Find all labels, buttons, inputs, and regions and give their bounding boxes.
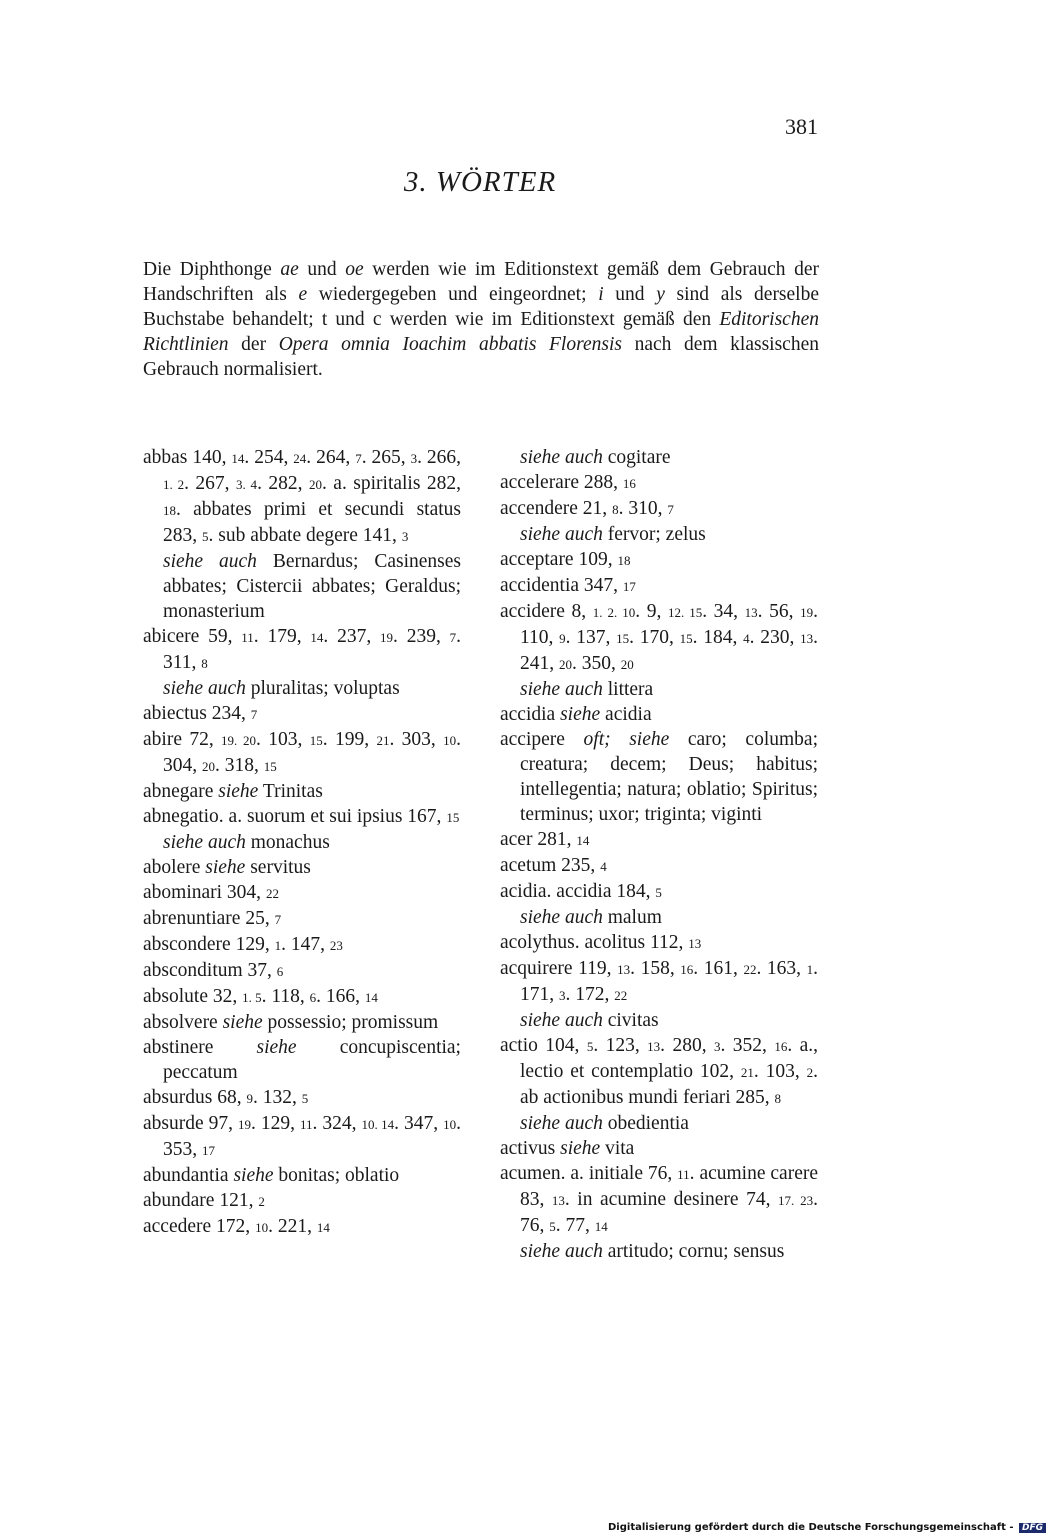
entry-text: absurde 97,	[143, 1113, 239, 1134]
intro-segment: der	[228, 334, 279, 355]
entry-text: bonitas; oblatio	[273, 1165, 400, 1186]
entry-text: abrenuntiare 25,	[143, 908, 275, 929]
entry-text: . 318,	[215, 755, 264, 776]
line-number: 5	[655, 885, 662, 900]
line-number: 13	[744, 605, 758, 620]
entry-text: . 266,	[417, 447, 462, 468]
line-number: 19	[800, 605, 814, 620]
cross-reference-label: siehe	[205, 857, 246, 878]
entry-text: acolythus. acolitus 112,	[500, 932, 689, 953]
entry-text: . 118,	[261, 986, 310, 1007]
entry-text: possessio; promissum	[262, 1012, 439, 1033]
entry-text: . 241,	[520, 627, 819, 674]
line-number: 22	[743, 962, 757, 977]
entry-text: . 103,	[256, 729, 310, 750]
line-number: 7	[355, 451, 362, 466]
intro-segment: werden wie im Editionstext gemäß dem Gebrauch der Handschriften als	[143, 259, 820, 305]
entry-text: . 132,	[252, 1087, 302, 1108]
line-number: 3. 4	[235, 477, 258, 492]
cross-reference-label: siehe auch	[520, 1113, 603, 1134]
line-number: 15	[446, 810, 460, 825]
line-number: 8	[612, 502, 619, 517]
intro-segment: sind als derselbe Buchstabe behandelt; t und c werden wie im Editionstext gemäß den	[143, 284, 819, 330]
line-number: 8	[201, 656, 208, 671]
line-number: 4	[743, 631, 750, 646]
entry-text: . a., lectio et contemplatio 102,	[520, 1035, 819, 1082]
index-entry	[500, 956, 818, 1008]
line-number: 1. 2	[163, 477, 185, 492]
line-number: 7	[250, 707, 258, 722]
line-number: 1. 5	[242, 990, 262, 1005]
entry-text: . 303,	[389, 729, 444, 750]
index-entry	[143, 727, 461, 779]
index-entry	[500, 1033, 818, 1111]
entry-text: . 76,	[520, 1189, 819, 1236]
entry-text: . 347,	[394, 1113, 444, 1134]
entry-text: . 311,	[163, 626, 461, 673]
entry-text: . 147,	[281, 934, 330, 955]
index-subentry	[500, 1239, 818, 1264]
index-entry	[143, 804, 461, 830]
line-number: 6	[276, 964, 284, 979]
line-number: 16	[680, 962, 694, 977]
intro-segment: wiedergegeben und eingeordnet;	[307, 284, 599, 305]
index-subentry	[500, 445, 818, 470]
index-entry	[143, 958, 461, 984]
entry-text: . 282,	[257, 473, 309, 494]
entry-text: . 350,	[572, 653, 621, 674]
index-entry	[143, 445, 461, 549]
cross-reference-label: siehe auch	[163, 832, 246, 853]
line-number: 19. 20	[221, 733, 257, 748]
intro-segment: Die Diphthonge	[143, 259, 281, 280]
entry-text: . 237,	[323, 626, 381, 647]
entry-text: . 172,	[565, 984, 615, 1005]
entry-text: abundantia	[143, 1165, 234, 1186]
entry-text: . 230,	[749, 627, 801, 648]
entry-text: obedientia	[602, 1113, 689, 1134]
index-entry	[143, 1163, 461, 1188]
line-number: 19	[238, 1117, 252, 1132]
line-number: 21	[376, 733, 390, 748]
index-subentry	[500, 905, 818, 930]
line-number: 5	[586, 1039, 594, 1054]
index-column-left	[143, 445, 461, 1240]
line-number: 5	[549, 1219, 556, 1234]
line-number: 22	[265, 886, 279, 901]
entry-text: . 77,	[555, 1215, 595, 1236]
entry-text: . in acumine desinere 74,	[564, 1189, 778, 1210]
cross-reference-label: siehe	[560, 704, 601, 725]
index-entry	[143, 779, 461, 804]
line-number: 24	[293, 451, 307, 466]
index-entry	[500, 1161, 818, 1239]
line-number: 1. 2. 10	[592, 605, 636, 620]
entry-text: . 103,	[753, 1061, 807, 1082]
index-subentry	[500, 522, 818, 547]
entry-text: actio 104,	[500, 1035, 587, 1056]
entry-text: . 171,	[520, 958, 818, 1005]
line-number: 3	[410, 451, 418, 466]
line-number: 5	[301, 1091, 309, 1106]
cross-reference-label: siehe auch	[520, 679, 603, 700]
entry-text: . 56,	[757, 601, 801, 622]
line-number: 14	[594, 1219, 608, 1234]
entry-text: . 9,	[635, 601, 668, 622]
entry-text: abominari 304,	[143, 882, 266, 903]
entry-text: accidia	[500, 704, 561, 725]
entry-text: . a. spiritalis 282,	[321, 473, 462, 494]
index-entry	[143, 932, 461, 958]
entry-text: . 163,	[756, 958, 807, 979]
line-number: 14	[364, 990, 378, 1005]
entry-text: abnegatio. a. suorum et sui ipsius 167,	[143, 806, 447, 827]
index-subentry	[500, 1111, 818, 1136]
line-number: 10. 14	[361, 1117, 395, 1132]
line-number: 10	[255, 1220, 269, 1235]
cross-reference-label: siehe	[256, 1037, 297, 1058]
cross-reference-label: siehe	[218, 781, 259, 802]
index-entry	[500, 853, 818, 879]
cross-reference-label: siehe	[222, 1012, 263, 1033]
dfg-logo: DFG	[1019, 1523, 1046, 1533]
entry-text: . sub abbate degere 141,	[208, 525, 402, 546]
entry-text: . 264,	[306, 447, 356, 468]
line-number: 2	[806, 1065, 814, 1080]
line-number: 7	[667, 502, 674, 517]
entry-text: acceptare 109,	[500, 549, 618, 570]
intro-paragraph	[143, 257, 819, 382]
index-subentry	[500, 1008, 818, 1033]
entry-text: . 353,	[163, 1113, 462, 1160]
line-number: 20	[308, 477, 322, 492]
entry-text: . 254,	[244, 447, 294, 468]
entry-text: accidentia 347,	[500, 575, 623, 596]
cross-reference-label: siehe auch	[520, 907, 603, 928]
entry-text: . 221,	[268, 1216, 317, 1237]
entry-text: . 184,	[692, 627, 744, 648]
entry-text: acquirere 119,	[500, 958, 618, 979]
cross-reference-label: siehe	[233, 1165, 274, 1186]
line-number: 14	[231, 451, 245, 466]
entry-text: . abbates primi et secundi status 283,	[163, 499, 461, 546]
line-number: 1	[274, 938, 282, 953]
entry-text: . 110,	[520, 601, 819, 648]
line-number: 21	[740, 1065, 754, 1080]
line-number: 13	[551, 1193, 565, 1208]
entry-text: abundare 121,	[143, 1190, 259, 1211]
line-number: 13	[800, 631, 814, 646]
entry-text: abbas 140,	[143, 447, 232, 468]
index-column-right	[500, 445, 818, 1264]
line-number: 3	[714, 1039, 721, 1054]
index-entry	[500, 930, 818, 956]
entry-text: abiectus 234,	[143, 703, 251, 724]
entry-text: monachus	[245, 832, 330, 853]
entry-text: acetum 235,	[500, 855, 601, 876]
cross-reference-label: siehe auch	[520, 1241, 603, 1262]
entry-text: . 310,	[618, 498, 668, 519]
entry-text: vita	[600, 1138, 635, 1159]
entry-text: abscondere 129,	[143, 934, 275, 955]
entry-text: . 123,	[593, 1035, 648, 1056]
entry-text: acidia. accidia 184,	[500, 881, 656, 902]
entry-text: . acumine carere 83,	[520, 1163, 818, 1210]
cross-reference-label: oft; siehe	[583, 729, 670, 750]
entry-text: concupiscentia; peccatum	[163, 1037, 461, 1083]
line-number: 14	[316, 1220, 330, 1235]
index-entry	[500, 496, 818, 522]
entry-text: absconditum 37,	[143, 960, 277, 981]
entry-text: . 170,	[629, 627, 680, 648]
index-entry	[500, 879, 818, 905]
entry-text: artitudo; cornu; sensus	[602, 1241, 785, 1262]
line-number: 10	[443, 1117, 457, 1132]
line-number: 3	[401, 529, 409, 544]
index-subentry	[143, 830, 461, 855]
entry-text: absolvere	[143, 1012, 223, 1033]
entry-text: accelerare 288,	[500, 472, 623, 493]
entry-text: servitus	[245, 857, 311, 878]
index-entry	[500, 470, 818, 496]
entry-text: malum	[602, 907, 662, 928]
index-subentry	[500, 677, 818, 702]
line-number: 18	[163, 503, 176, 518]
line-number: 11	[241, 630, 254, 645]
entry-text: civitas	[602, 1010, 659, 1031]
line-number: 15	[263, 759, 277, 774]
intro-segment: y	[656, 284, 665, 305]
line-number: 4	[600, 859, 607, 874]
line-number: 11	[300, 1117, 313, 1132]
entry-text: . 34,	[702, 601, 745, 622]
index-entry	[143, 1085, 461, 1111]
line-number: 20	[620, 657, 634, 672]
index-entry	[500, 727, 818, 827]
index-entry	[143, 1010, 461, 1035]
cross-reference-label: siehe auch	[163, 678, 246, 699]
entry-text: accidere 8,	[500, 601, 593, 622]
index-entry	[500, 573, 818, 599]
entry-text: absurdus 68,	[143, 1087, 247, 1108]
line-number: 8	[774, 1091, 782, 1106]
line-number: 17. 23	[777, 1193, 814, 1208]
entry-text: pluralitas; voluptas	[245, 678, 400, 699]
index-entry	[500, 547, 818, 573]
entry-text: accendere 21,	[500, 498, 613, 519]
cross-reference-label: siehe auch	[520, 524, 603, 545]
intro-segment: Editorischen Richtlinien	[143, 309, 819, 355]
index-entry	[143, 1035, 461, 1085]
line-number: 22	[614, 988, 628, 1003]
index-entry	[143, 624, 461, 676]
line-number: 10	[443, 733, 457, 748]
line-number: 9	[559, 631, 566, 646]
line-number: 13	[647, 1039, 661, 1054]
entry-text: accedere 172,	[143, 1216, 256, 1237]
entry-text: . 265,	[361, 447, 411, 468]
entry-text: . 352,	[720, 1035, 775, 1056]
line-number: 13	[617, 962, 631, 977]
entry-text: . ab actionibus mundi feriari 285,	[520, 1061, 818, 1108]
entry-text: acidia	[600, 704, 652, 725]
page-number: 381	[785, 114, 818, 139]
entry-text: Trinitas	[258, 781, 323, 802]
line-number: 2	[258, 1194, 265, 1209]
cross-reference-label: siehe auch	[520, 1010, 603, 1031]
entry-text: . 137,	[565, 627, 617, 648]
index-entry	[143, 1188, 461, 1214]
line-number: 15	[616, 631, 630, 646]
footer-text: Digitalisierung gefördert durch die Deutsche Forschungsgemeinschaft -	[608, 1522, 1014, 1533]
intro-segment: und	[298, 259, 346, 280]
cross-reference-label: siehe auch	[163, 551, 257, 572]
index-entry	[143, 1111, 461, 1163]
entry-text: abstinere	[143, 1037, 257, 1058]
index-entry	[143, 906, 461, 932]
line-number: 20	[202, 759, 215, 774]
entry-text: . 199,	[322, 729, 377, 750]
intro-segment: ae	[280, 259, 299, 280]
index-entry	[143, 701, 461, 727]
intro-segment: und	[603, 284, 657, 305]
entry-text: activus	[500, 1138, 561, 1159]
line-number: 14	[310, 630, 324, 645]
entry-text: abicere 59,	[143, 626, 242, 647]
index-entry	[500, 599, 818, 677]
intro-segment: Opera omnia Ioachim abbatis Florensis	[278, 334, 622, 355]
entry-text: abire 72,	[143, 729, 222, 750]
line-number: 17	[622, 579, 636, 594]
entry-text: littera	[602, 679, 654, 700]
index-entry	[143, 984, 461, 1010]
intro-segment: nach dem klassischen Gebrauch normalisiert.	[143, 334, 819, 380]
line-number: 18	[617, 553, 631, 568]
line-number: 3	[559, 988, 566, 1003]
line-number: 16	[774, 1039, 788, 1054]
entry-text: acumen. a. initiale 76,	[500, 1163, 678, 1184]
line-number: 15	[679, 631, 693, 646]
entry-text: . 239,	[393, 626, 450, 647]
entry-text: acer 281,	[500, 829, 577, 850]
line-number: 15	[309, 733, 323, 748]
cross-reference-label: siehe	[560, 1138, 601, 1159]
index-entry	[500, 827, 818, 853]
line-number: 5	[202, 529, 209, 544]
line-number: 7	[274, 912, 282, 927]
line-number: 11	[677, 1167, 690, 1182]
cross-reference-label: siehe auch	[520, 447, 603, 468]
index-entry	[143, 880, 461, 906]
entry-text: . 166,	[316, 986, 365, 1007]
intro-segment: i	[598, 284, 604, 305]
line-number: 13	[688, 936, 702, 951]
entry-text: . 304,	[163, 729, 462, 776]
line-number: 23	[329, 938, 343, 953]
index-entry	[143, 1214, 461, 1240]
entry-text: cogitare	[602, 447, 671, 468]
entry-text: caro; columba; creatura; decem; Deus; habitus; intellegentia; natura; oblatio; Spiritus; terminus; uxor; triginta; viginti	[520, 729, 818, 825]
index-entry	[500, 1136, 818, 1161]
digitization-footer	[608, 1522, 1044, 1533]
line-number: 20	[559, 657, 572, 672]
entry-text: . 179,	[253, 626, 311, 647]
line-number: 19	[380, 630, 394, 645]
entry-text: . 158,	[630, 958, 681, 979]
entry-text: accipere	[500, 729, 584, 750]
line-number: 1	[806, 962, 814, 977]
line-number: 9	[246, 1091, 253, 1106]
entry-text: fervor; zelus	[602, 524, 706, 545]
index-entry	[143, 855, 461, 880]
index-subentry	[143, 676, 461, 701]
line-number: 17	[202, 1143, 215, 1158]
entry-text: absolute 32,	[143, 986, 243, 1007]
intro-segment: oe	[345, 259, 364, 280]
entry-text: Bernardus; Casinenses abbates; Cistercii abbates; Geraldus; monasterium	[163, 551, 461, 622]
index-entry	[500, 702, 818, 727]
intro-segment: e	[298, 284, 308, 305]
entry-text: . 129,	[251, 1113, 301, 1134]
line-number: 14	[576, 833, 590, 848]
entry-text: abnegare	[143, 781, 219, 802]
entry-text: . 161,	[693, 958, 744, 979]
entry-text: abolere	[143, 857, 206, 878]
line-number: 12. 15	[667, 605, 703, 620]
page-title: 3. WÖRTER	[403, 166, 557, 198]
line-number: 6	[309, 990, 317, 1005]
entry-text: . 280,	[660, 1035, 714, 1056]
line-number: 7	[449, 630, 457, 645]
line-number: 16	[622, 476, 636, 491]
entry-text: . 267,	[184, 473, 236, 494]
entry-text: . 324,	[312, 1113, 362, 1134]
index-subentry	[143, 549, 461, 624]
